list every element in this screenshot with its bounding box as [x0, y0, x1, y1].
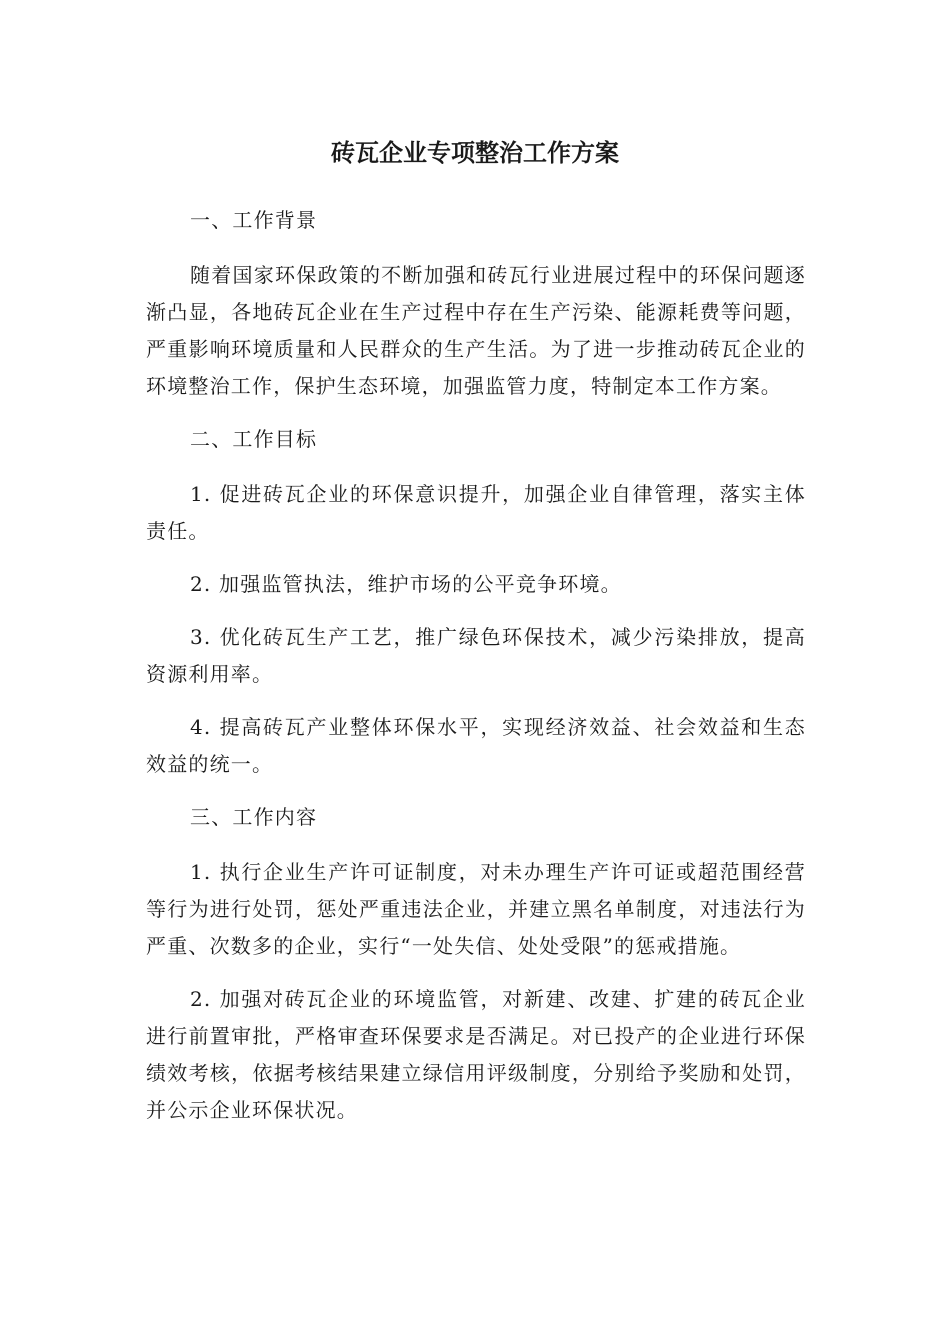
goal-item-4: 4. 提高砖瓦产业整体环保水平，实现经济效益、社会效益和生态效益的统一。 [146, 715, 806, 776]
goal-item-2: 2. 加强监管执法，维护市场的公平竞争环境。 [190, 572, 622, 596]
content-item-1: 1. 执行企业生产许可证制度，对未办理生产许可证或超范围经营等行为进行处罚，惩处严重违法企业，并建立黑名单制度，对违法行为严重、次数多的企业，实行“一处失信、处处受限”的惩戒措施。 [146, 860, 806, 958]
section-heading-content: 三、工作内容 [190, 805, 318, 829]
document-title: 砖瓦企业专项整治工作方案 [331, 139, 619, 167]
paragraph-background: 随着国家环保政策的不断加强和砖瓦行业进展过程中的环保问题逐渐凸显，各地砖瓦企业在生产过程中存在生产污染、能源耗费等问题，严重影响环境质量和人民群众的生产生活。为了进一步推动砖瓦企业的环境整治工作，保护生态环境，加强监管力度，特制定本工作方案。 [146, 263, 806, 398]
content-item-2: 2. 加强对砖瓦企业的环境监管，对新建、改建、扩建的砖瓦企业进行前置审批，严格审查环保要求是否满足。对已投产的企业进行环保绩效考核，依据考核结果建立绿信用评级制度，分别给予奖励和处罚，并公示企业环保状况。 [146, 987, 806, 1122]
section-heading-goals: 二、工作目标 [190, 427, 318, 451]
section-heading-background: 一、工作背景 [190, 208, 318, 232]
goal-item-3: 3. 优化砖瓦生产工艺，推广绿色环保技术，减少污染排放，提高资源利用率。 [146, 625, 806, 686]
document-body [146, 202, 806, 1145]
goal-item-1: 1. 促进砖瓦企业的环保意识提升，加强企业自律管理，落实主体责任。 [146, 482, 806, 543]
